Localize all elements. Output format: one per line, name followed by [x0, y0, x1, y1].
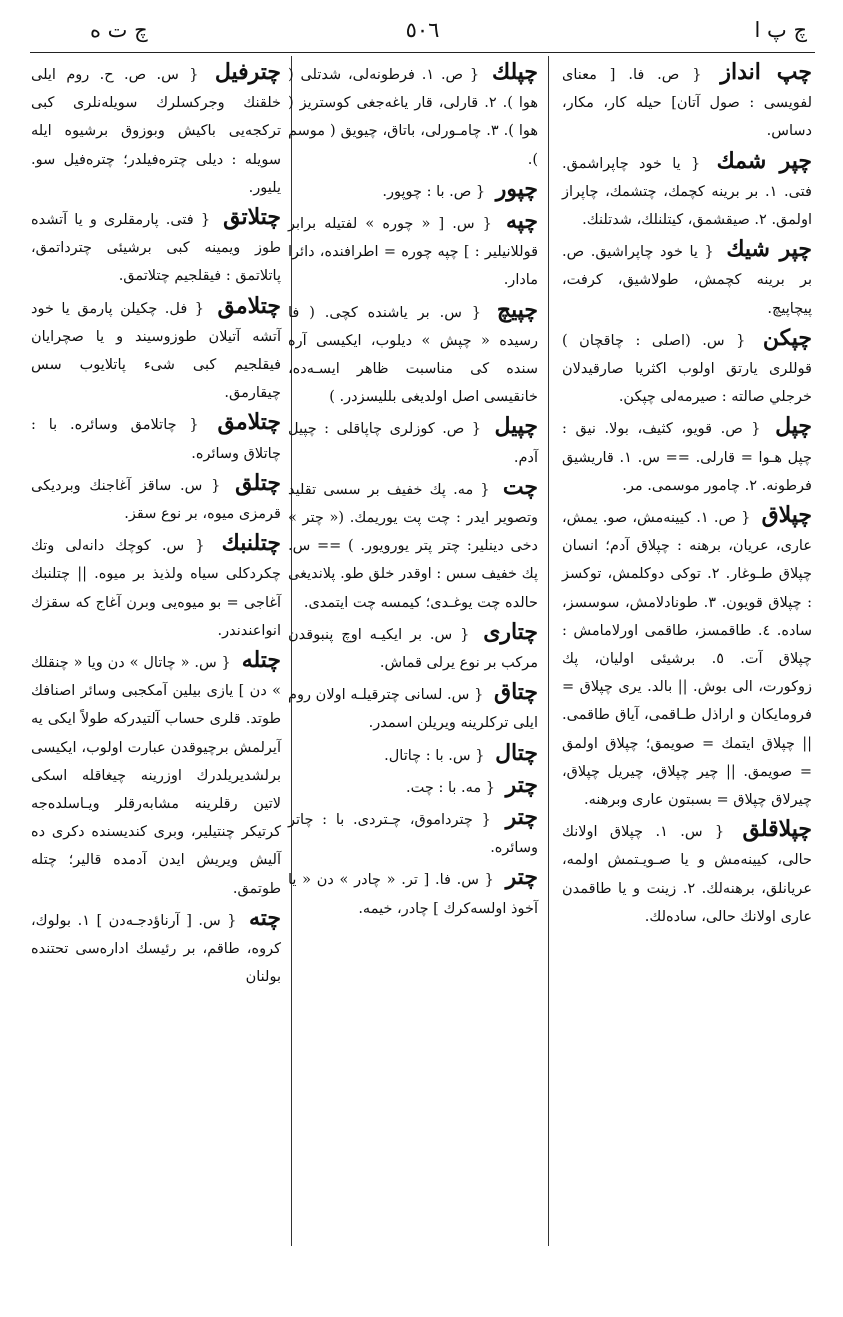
entry-definition: { س. با : چاتال.	[384, 747, 485, 764]
entry-definition: { س. فا. [ تر. « چادر » دن « يا آخوذ اولسه‌كرك ] چادر، خيمه.	[288, 872, 538, 917]
dictionary-entry	[562, 503, 812, 814]
dictionary-entry	[31, 471, 281, 528]
entry-headword: چتلاتق	[223, 204, 281, 231]
dictionary-entry	[31, 531, 281, 645]
entry-definition: { س. (اصلى : چاقچان ) قوللرى يارتق اولوب اكثريا صارقيدلان خرجلي صالته : صيرمه‌لى چپكن.	[562, 332, 812, 406]
entry-headword: چته	[248, 904, 281, 931]
entry-definition: { چترداموق، چـتردى. با : چاتر وسائره.	[288, 812, 538, 857]
entry-headword: چپكن	[762, 324, 813, 351]
entry-headword: چپر شمك	[716, 147, 813, 174]
entry-headword: چتر	[505, 771, 538, 798]
entry-headword: چتاق	[494, 679, 539, 706]
entry-headword: چتلنبك	[221, 530, 282, 557]
entry-headword: چتر	[505, 864, 539, 891]
entry-headword: چپور	[495, 175, 538, 202]
entry-definition: { ص. با : چوپور.	[382, 183, 486, 200]
dictionary-entry	[288, 865, 538, 922]
dictionary-entry	[288, 620, 538, 677]
entry-definition: { س. [ « چوره » لفتيله برابر قوللانيلير : ] چپه چوره = اطرافنده، دائرا مادار.	[288, 216, 538, 289]
entry-headword: چتارى	[483, 618, 538, 645]
entry-headword: چپيچ	[496, 296, 538, 323]
entry-definition: { مه. با : چت.	[406, 779, 495, 796]
entry-definition: { س. بر ياشنده كچى. ( فا رسيده « چپش » ديلوب، ايكيسى آره سنده كى مناسبت ظاهر ايسـه‌ده، خانقيسى اصل اولديغى بلليسزدر. )	[288, 304, 538, 406]
entry-definition: { چاتلامق وسائره. با : چاتلاق وسائره.	[31, 417, 281, 462]
dictionary-entry	[288, 475, 538, 617]
dictionary-column-middle	[288, 60, 538, 926]
entry-headword: چپ انداز	[720, 59, 812, 85]
entry-definition: { ص. فا. [ معناى لفويسى : صول آتان] حيله كار، مكار، دساس.	[562, 67, 812, 140]
dictionary-entry	[288, 805, 538, 862]
dictionary-entry	[288, 741, 538, 770]
dictionary-entry	[31, 205, 281, 291]
dictionary-entry	[562, 817, 812, 931]
dictionary-entry	[31, 410, 281, 467]
entry-definition: { ص. ١. فرطونه‌لى، شدتلى ( هوا ). ٢. قارلى، قار ياغه‌جغى كوستريز ( هوا ). ٣. چامـورلى، باتاق، چيويق ( موسم ).	[288, 67, 538, 168]
entry-definition: { س. لسانى چترقيلـه اولان روم ايلى تركلرينه ويريلن اسمدر.	[288, 687, 538, 732]
entry-definition: { فتى. پارمقلرى و يا آتشده طوز ويمينه كبى برشيئى چترداتمق، پاتلاتمق : فيقلجيم چتلاتمق.	[31, 212, 281, 285]
entry-headword: چپيل	[494, 413, 539, 440]
entry-definition: { س. « چاتال » دن ويا « چنقلك » دن ] يازى بيلين آمكجبى وسائر اصنافك طوتد. قلرى حساب آلتيدركه طولاً ايكى يه آيرلمش برچيوقدن عبارت اولوب، ايكيسى برلشديريلدرك اوزرينه چيغاقله اسكى لاتين رقلرينه مشابه‌رقلر ويـاسلده‌جه كرتيكر چنتيلير، وبرى كنديسنده دكرى ده آليش ويريش ايدن آدمده قالير؛ چتله طوتمق.	[31, 655, 281, 897]
dictionary-entry	[31, 906, 281, 992]
entry-headword: چپلاق	[761, 502, 813, 529]
page-header	[30, 18, 815, 48]
entry-headword: چتلامق	[217, 409, 281, 436]
entry-definition: { س. ص. ح. روم ايلى خلقنك وجركسلرك سويله‌نلرى كبى تركجه‌يى باكيش وبوزوق برشيوه ايله سويله : ديلى چتره‌فيلدر؛ چتره‌فيل سو. يليور.	[31, 67, 281, 196]
entry-definition: { س. كوچك دانه‌لى وتك چكردكلى سياه ولذيذ بر ميوه. || چتلنبك آغاجى = بو ميوه‌يى وبرن آغاج كه سقزك انواعندندر.	[31, 538, 281, 639]
dictionary-entry	[288, 60, 538, 174]
dictionary-entry	[562, 237, 812, 323]
entry-definition: { فل. چكيلن پارمق يا خود آتشه آتيلان طوزوسيند و يا صچرايان فيقلجيم كبى شىء پاتلايوب سس چيقارمق.	[31, 300, 281, 402]
entry-definition: { س. بر ايكيـه اوچ پنبوقدن مركب بر نوع يرلى قماش.	[288, 626, 538, 672]
dictionary-entry	[31, 294, 281, 408]
entry-definition: { يا خود چاپراشمق. فتى. ١. بر برينه كچمك، چتشمك، چاپراز اولمق. ٢. صيقشمق، كيتلنلك، شدتلنك.	[562, 155, 812, 229]
entry-definition: { س. [ آرناؤدجـه‌دن ] ١. بولوك، كروه، طاقم، بر رئيسك اداره‌سى تحتنده بولنان	[31, 912, 281, 986]
dictionary-entry	[288, 414, 538, 471]
entry-definition: { يا خود چاپراشيق. ص. بر برينه كچمش، طولاشيق، كرفت، پيچاپيچ.	[562, 244, 812, 317]
dictionary-column-left	[31, 60, 281, 995]
dictionary-entry	[31, 648, 281, 903]
dictionary-entry	[288, 680, 538, 737]
column-divider	[548, 56, 549, 1246]
entry-definition: { ص. ١. كيينه‌مش، صو. يمش، عارى، عريان، برهنه : چپلاق آدم؛ انسان چپلاق طـوغار. ٢. توكى دوكلمش، توكسز : چپلاق قويون. ٣. طونادلامش، سوسسز، ساده. ٤. طاقمسز، طاقمى اورلامامش : چپلاق آت. ٥. برشيئى اوليان، پك زوكورت، الى بوش. || بالد. يرى چپلاق = فرومايكان و اراذل طـاقمى، آياق طاقمى. || چپلاق ايتمك = صويمق؛ چپلاق اولمق = صويمق. || چير چپلاق، چيريل چپلاق، چيرلاق چپلاق = بسبتون عارى وبرهنه.	[562, 510, 812, 809]
header-rule	[30, 52, 815, 53]
entry-headword: چتر	[505, 804, 539, 831]
entry-headword: چپل	[775, 413, 813, 440]
entry-headword: چت	[502, 473, 539, 500]
entry-headword: چتال	[495, 739, 538, 766]
entry-headword: چتلامق	[217, 292, 281, 319]
entry-headword: چپلك	[491, 59, 538, 85]
dictionary-entry	[31, 60, 281, 202]
dictionary-entry	[562, 326, 812, 412]
header-left-guide: چ ت ه	[90, 18, 148, 42]
dictionary-entry	[562, 414, 812, 500]
page-number: ٥٠٦	[405, 18, 440, 42]
dictionary-entry	[562, 149, 812, 235]
entry-definition: { مه. پك خفيف بر سسى تقليد وتصوير ايدر : چت پت يوريمك. (« چتر » دخى دينلير: چتر پتر يورويور. ) == س. پك خفيف سس : اوقدر خلق طو. پلانديغى حالده چت يوغـدى؛ كيمسه چت ايتمدى.	[288, 481, 538, 611]
entry-headword: چترفيل	[214, 59, 282, 85]
dictionary-entry	[562, 60, 812, 146]
entry-definition: { س. ساقز آغاجنك وبرديكى قرمزى ميوه، بر نوع سقز.	[31, 477, 281, 523]
entry-headword: چتله	[241, 647, 282, 674]
entry-headword: چپر شيك	[726, 236, 813, 263]
entry-definition: { س. ١. چپلاق اولانك حالى، كيينه‌مش و يا صـويـتمش اولمه، عريانلق، برهنه‌لك. ٢. زينت و يا طاقمدن عارى اولانك حالى، ساده‌لك.	[562, 824, 813, 925]
dictionary-entry	[288, 298, 538, 412]
entry-headword: چتلق	[235, 469, 282, 496]
entry-definition: { ص. كوزلرى چاپاقلى : چپيل آدم.	[288, 421, 538, 466]
header-right-guide: چ پ ا	[754, 18, 807, 42]
dictionary-entry	[288, 177, 538, 206]
entry-headword: چپه	[505, 208, 539, 235]
entry-headword: چپلاقلق	[742, 816, 813, 843]
dictionary-entry	[288, 773, 538, 802]
entry-definition: { ص. قويو، كثيف، بولا. نيق : چپل هـوا = قارلى. == س. ١. قاريشيق فرطونه. ٢. چامور موسمى. مر.	[562, 421, 812, 494]
dictionary-column-right	[562, 60, 812, 934]
dictionary-entry	[288, 209, 538, 295]
